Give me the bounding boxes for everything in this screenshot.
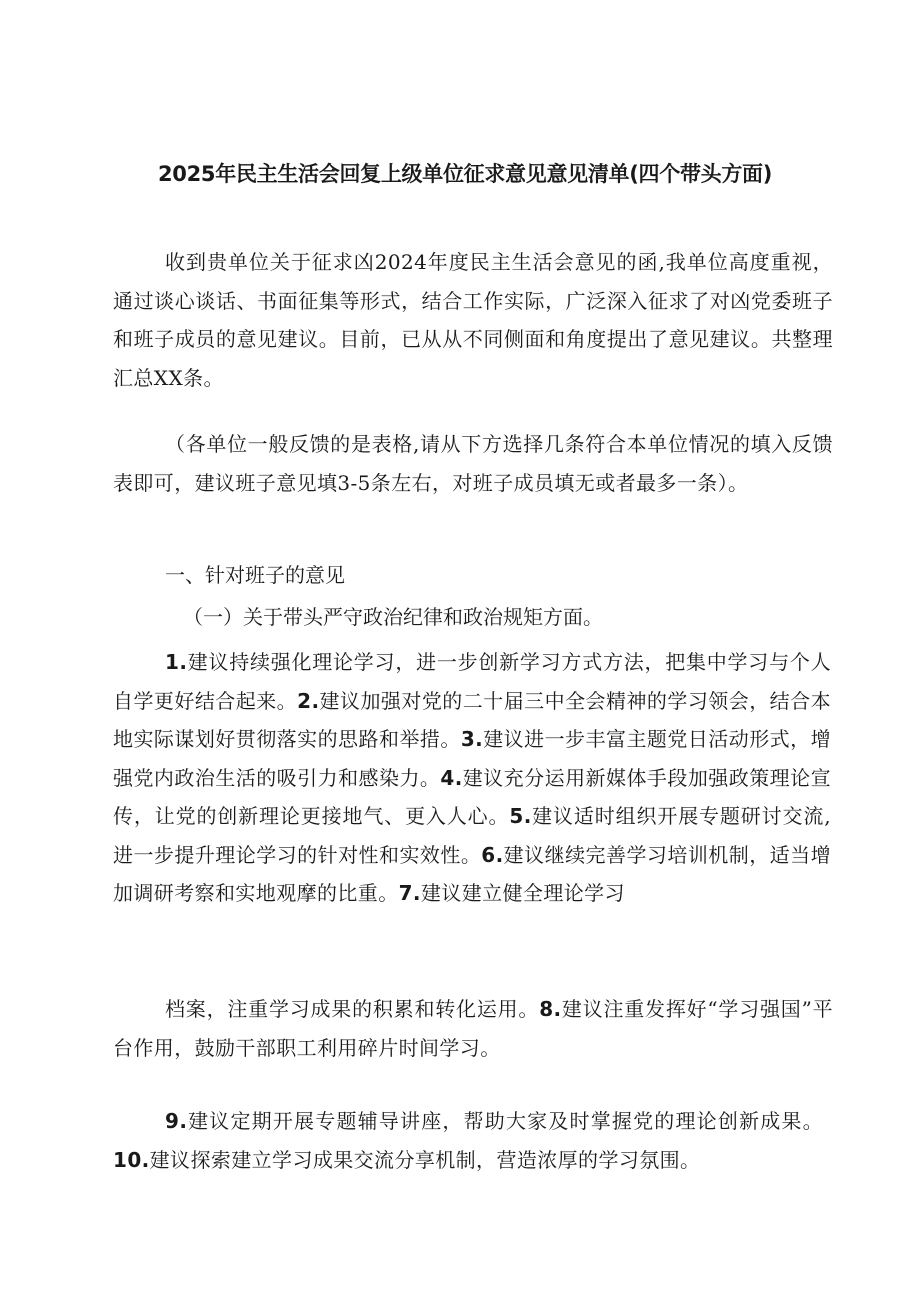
suggestion-text: 建议建立健全理论学习 (420, 881, 625, 905)
suggestion-text: 建议加强对党的二十届三中全会精神的学习领会，结合本地实际谋划好贯彻落实的思路和举措。 (113, 688, 832, 751)
suggestion-text: 建议探索建立学习成果交流分享机制，营造浓厚的学习氛围。 (149, 1147, 701, 1172)
suggestion-text: 档案，注重学习成果的积累和转化运用。 (165, 997, 540, 1021)
suggestion-number: 5. (509, 804, 532, 828)
suggestion-number: 8. (539, 997, 562, 1021)
suggestion-text: 建议继续完善学习培训机制，适当增加调研考察和实地观摩的比重。 (113, 842, 831, 905)
suggestions-paragraph-a (113, 643, 831, 913)
suggestions-paragraph-c (113, 1102, 823, 1179)
note-paragraph: （各单位一般反馈的是表格,请从下方选择几条符合本单位情况的填入反馈表即可，建议班子意见填3-5条左右，对班子成员填无或者最多一条）。 (113, 432, 833, 495)
suggestion-number: 1. (165, 650, 188, 674)
suggestion-text: 建议持续强化理论学习，进一步创新学习方式方法，把集中学习与个人自学更好结合起来。 (113, 650, 831, 713)
suggestion-number: 7. (398, 881, 421, 905)
suggestion-number: 2. (297, 688, 320, 713)
suggestion-number: 3. (460, 727, 484, 751)
suggestion-text: 建议进一步丰富主题党日活动形式，增强党内政治生活的吸引力和感染力。 (113, 727, 831, 790)
suggestion-number: 9. (165, 1109, 188, 1133)
intro-paragraph: 收到贵单位关于征求凶2024年度民主生活会意见的函,我单位高度重视，通过谈心谈话、书面征集等形式，结合工作实际，广泛深入征求了对凶党委班子和班子成员的意见建议。目前，已从从不同侧面和角度提出了意见建议。共整理汇总XX条。 (113, 250, 833, 390)
suggestion-text: 建议适时组织开展专题研讨交流,进一步提升理论学习的针对性和实效性。 (113, 804, 831, 867)
suggestion-number: 6. (481, 842, 504, 867)
section-heading: 一、针对班子的意见 (165, 563, 345, 587)
suggestion-text: 建议注重发挥好“学习强国”平台作用，鼓励干部职工利用碎片时间学习。 (113, 997, 833, 1060)
suggestions-paragraph-b (113, 990, 833, 1067)
suggestion-text: 建议定期开展专题辅导讲座，帮助大家及时掌握党的理论创新成果。 (187, 1109, 823, 1133)
suggestion-text: 建议充分运用新媒体手段加强政策理论宣传，让党的创新理论更接地气、更入人心。 (113, 765, 831, 828)
suggestion-number: 10. (113, 1147, 150, 1172)
suggestion-number: 4. (440, 765, 463, 790)
document-title: 2025年民主生活会回复上级单位征求意见意见清单(四个带头方面) (158, 162, 773, 186)
subsection-heading: （一）关于带头严守政治纪律和政治规矩方面。 (183, 605, 603, 629)
